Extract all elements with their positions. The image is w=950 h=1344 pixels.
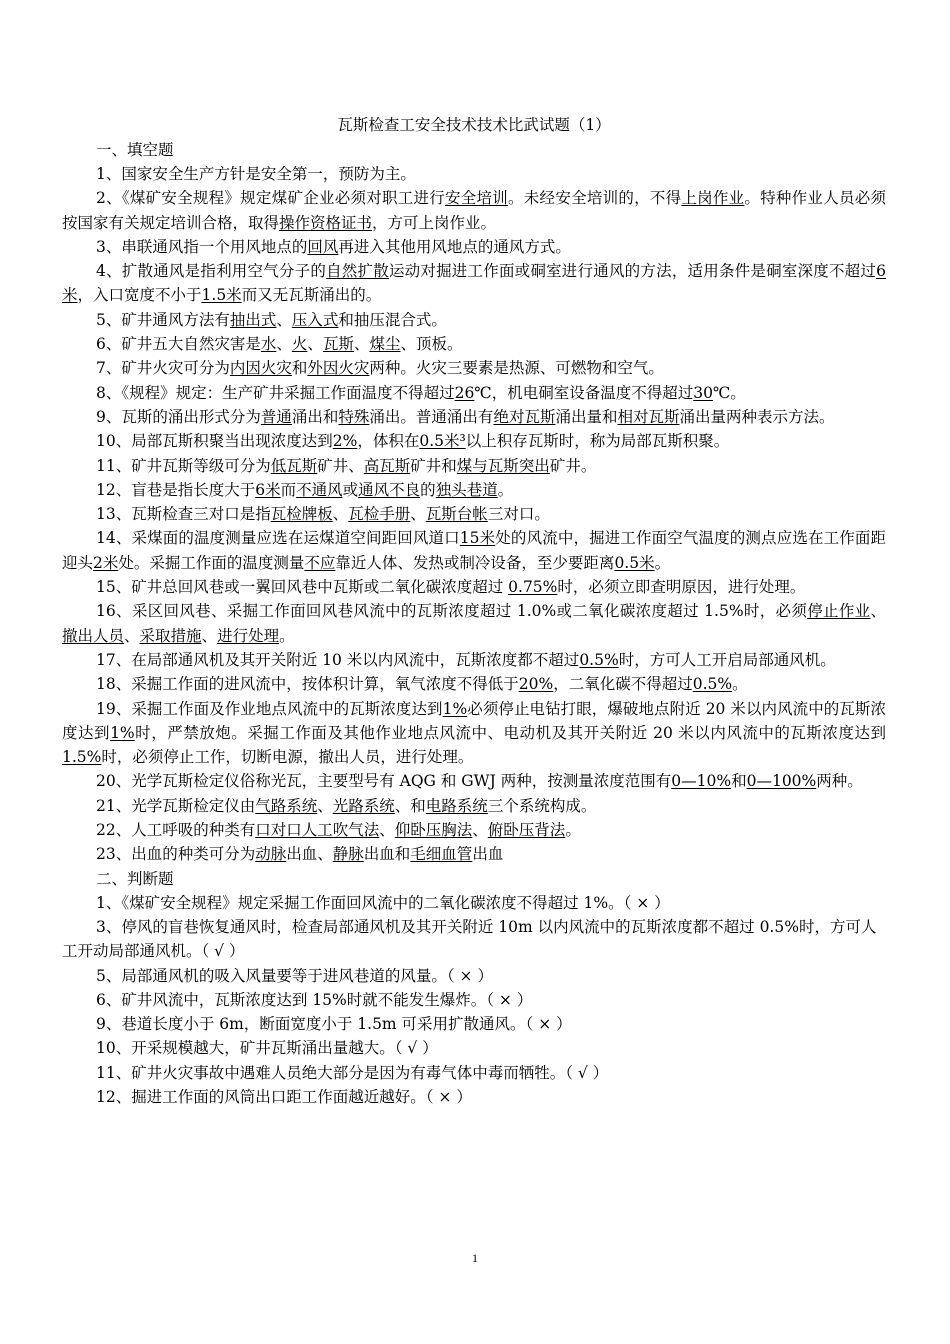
answer-blank: 煤与瓦斯突出	[456, 456, 550, 475]
answer-blank: 水	[260, 335, 277, 354]
judge-question: 12、掘进工作面的风筒出口距工作面越近越好。（ × ）	[96, 1087, 472, 1106]
answer-blank: 火	[291, 335, 308, 354]
answer-blank: 光路系统	[332, 796, 395, 815]
fill-question: 6、矿井五大自然灾害是水、火、瓦斯、煤尘、顶板。	[96, 335, 463, 354]
answer-blank: 30	[693, 383, 713, 402]
fill-question: 2、《煤矿安全规程》规定煤矿企业必须对职工进行安全培训。未经安全培训的，不得上岗作业。特种作业人员必须按国家有关规定培训合格，取得操作资格证书，方可上岗作业。	[62, 189, 886, 232]
answer-blank: 操作资格证书	[279, 213, 373, 232]
judge-question: 9、巷道长度小于 6m，断面宽度小于 1.5m 可采用扩散通风。（ × ）	[96, 1015, 572, 1034]
fill-question: 21、光学瓦斯检定仪由气路系统、光路系统、和电路系统三个系统构成。	[96, 796, 597, 815]
answer-blank: 1.5米	[201, 286, 242, 305]
judge-question: 11、矿井火灾事故中遇难人员绝大部分是因为有毒气体中毒而牺牲。（ √ ）	[96, 1063, 609, 1082]
answer-blank: 气路系统	[255, 796, 318, 815]
document-page	[62, 112, 886, 1109]
answer-blank: 口对口人工吹气法	[255, 821, 380, 840]
answer-blank: 瓦斯台帐	[425, 505, 488, 524]
fill-question: 15、矿井总回风巷或一翼回风巷中瓦斯或二氧化碳浓度超过 0.75%时，必须立即查明原因，进行处理。	[96, 578, 806, 597]
document-title: 瓦斯检查工安全技术技术比武试题（1）	[337, 116, 611, 134]
answer-blank: 外因火灾	[307, 359, 370, 378]
answer-blank: 采取措施	[139, 626, 202, 645]
judge-question: 6、矿井风流中，瓦斯浓度达到 15%时就不能发生爆炸。（ × ）	[96, 990, 533, 1009]
answer-blank: 独头巷道	[435, 480, 498, 499]
answer-blank: 内因火灾	[229, 359, 292, 378]
answer-blank: 0.5米³	[419, 432, 466, 451]
fill-question: 16、采区回风巷、采掘工作面回风巷风流中的瓦斯浓度超过 1.0%或二氧化碳浓度超过 1.5%时，必须停止作业、撤出人员、采取措施、进行处理。	[62, 602, 886, 645]
fill-question: 10、局部瓦斯积聚当出现浓度达到2%，体积在0.5米³以上积存瓦斯时，称为局部瓦斯积聚。	[96, 432, 730, 451]
fill-question: 4、扩散通风是指利用空气分子的自然扩散运动对掘进工作面或硐室进行通风的方法，适用条件是硐室深度不超过6米，入口宽度不小于1.5米而又无瓦斯涌出的。	[62, 262, 886, 305]
fill-question: 8、《规程》规定：生产矿井采掘工作面温度不得超过26℃，机电硐室设备温度不得超过30℃。	[96, 383, 746, 402]
judge-question: 5、局部通风机的吸入风量要等于进风巷道的风量。（ × ）	[96, 966, 493, 985]
section-heading-judge: 二、判断题	[96, 869, 174, 888]
fill-question: 20、光学瓦斯检定仪俗称光瓦，主要型号有 AQG 和 GWJ 两种，按测量浓度范围有0—10%和0—100%两种。	[96, 772, 863, 791]
answer-blank: 2%	[332, 432, 358, 451]
answer-blank: 0.75%	[508, 578, 558, 597]
answer-blank: 绝对瓦斯	[493, 407, 556, 426]
answer-blank: 6米	[62, 262, 886, 305]
fill-question: 1、国家安全生产方针是安全第一，预防为主。	[96, 165, 416, 183]
answer-blank: 低瓦斯	[270, 456, 318, 475]
page-number: 1	[472, 1251, 478, 1265]
answer-blank: 撤出人员	[62, 626, 125, 645]
answer-blank: 瓦检手册	[348, 505, 411, 524]
answer-blank: 15米	[459, 529, 496, 548]
answer-blank: 上岗作业	[681, 189, 745, 208]
fill-question: 22、人工呼吸的种类有口对口人工吹气法、仰卧压胸法、俯卧压背法。	[96, 821, 581, 840]
judge-question: 10、开采规模越大，矿井瓦斯涌出量越大。（ √ ）	[96, 1039, 438, 1058]
answer-blank: 6米	[255, 480, 281, 499]
answer-blank: 20%	[518, 675, 554, 694]
answer-blank: 静脉	[332, 845, 364, 864]
answer-blank: 自然扩散	[326, 262, 389, 281]
answer-blank: 特殊	[338, 407, 370, 426]
answer-blank: 进行处理	[217, 626, 280, 645]
judge-question-list	[62, 891, 886, 1110]
answer-blank: 不通风	[296, 480, 343, 499]
fill-question: 7、矿井火灾可分为内因火灾和外因火灾两种。火灾三要素是热源、可燃物和空气。	[96, 359, 664, 378]
answer-blank: 0—100%	[746, 772, 817, 791]
judge-question: 3、停风的盲巷恢复通风时，检查局部通风机及其开关附近 10m 以内风流中的瓦斯浓度都不超过 0.5%时，方可人工开动局部通风机。（ √ ）	[62, 917, 877, 961]
answer-blank: 2米	[93, 553, 119, 572]
fill-question: 11、矿井瓦斯等级可分为低瓦斯矿井、高瓦斯矿井和煤与瓦斯突出矿井。	[96, 456, 597, 475]
answer-blank: 电路系统	[425, 796, 488, 815]
answer-blank: 通风不良	[358, 480, 421, 499]
answer-blank: 抽出式	[229, 310, 277, 329]
answer-blank: 瓦斯	[322, 335, 354, 354]
fill-question: 9、瓦斯的涌出形式分为普通涌出和特殊涌出。普通涌出有绝对瓦斯涌出量和相对瓦斯涌出量两种表示方法。	[96, 407, 835, 426]
answer-blank: 0—10%	[671, 772, 732, 791]
answer-blank: 停止作业	[807, 602, 871, 621]
fill-question: 17、在局部通风机及其开关附近 10 米以内风流中，瓦斯浓度都不超过0.5%时，方可人工开启局部通风机。	[96, 650, 836, 669]
answer-blank: 普通	[260, 407, 292, 426]
fill-question: 13、瓦斯检查三对口是指瓦检牌板、瓦检手册、瓦斯台帐三对口。	[96, 505, 550, 524]
answer-blank: 安全培训	[445, 189, 509, 208]
answer-blank: 煤尘	[369, 335, 401, 354]
answer-blank: 回风	[307, 237, 339, 256]
judge-question: 1、《煤矿安全规程》规定采掘工作面回风流中的二氧化碳浓度不得超过 1%。（ × ）	[96, 893, 670, 912]
answer-blank: 1.5%	[62, 748, 102, 767]
answer-blank: 压入式	[291, 310, 339, 329]
answer-blank: 0.5%	[692, 675, 733, 694]
answer-blank: 仰卧压胸法	[394, 821, 473, 840]
answer-blank: 毛细血管	[410, 845, 473, 864]
answer-blank: 瓦检牌板	[270, 505, 333, 524]
fill-question: 3、串联通风指一个用风地点的回风再进入其他用风地点的通风方式。	[96, 237, 571, 256]
answer-blank: 26	[454, 383, 475, 402]
fill-question: 23、出血的种类可分为动脉出血、静脉出血和毛细血管出血	[96, 845, 504, 864]
answer-blank: 1%	[442, 699, 468, 718]
fill-question: 14、采煤面的温度测量应选在运煤道空间距回风道口15米处的风流中，掘进工作面空气温度的测点应选在工作面距迎头2米处。采掘工作面的温度测量不应靠近人体、发热或制冷设备，至少要距离0.5米。	[62, 529, 886, 572]
answer-blank: 0.5%	[579, 650, 619, 669]
answer-blank: 0.5米	[614, 553, 655, 572]
fill-question: 19、采掘工作面及作业地点风流中的瓦斯浓度达到1%必须停止电钻打眼，爆破地点附近 20 米以内风流中的瓦斯浓度达到1%时，严禁放炮。采掘工作面及其他作业地点风流中、电动机及其开关附近 20 米以内风流中的瓦斯浓度达到1.5%时，必须停止工作，切断电源，撤出人员，进行处理。	[62, 699, 886, 767]
answer-blank: 1%	[110, 723, 135, 742]
fill-question: 18、采掘工作面的进风流中，按体积计算，氧气浓度不得低于20%，二氧化碳不得超过0.5%。	[96, 675, 748, 694]
answer-blank: 不应	[304, 553, 336, 572]
fill-question: 12、盲巷是指长度大于6米而不通风或通风不良的独头巷道。	[96, 480, 514, 499]
fill-question-list	[62, 162, 886, 867]
answer-blank: 相对瓦斯	[617, 407, 680, 426]
section-heading-fill: 一、填空题	[96, 141, 174, 159]
answer-blank: 高瓦斯	[363, 456, 411, 475]
answer-blank: 动脉	[255, 845, 287, 864]
answer-blank: 俯卧压背法	[487, 821, 566, 840]
fill-question: 5、矿井通风方法有抽出式、压入式和抽压混合式。	[96, 310, 447, 329]
